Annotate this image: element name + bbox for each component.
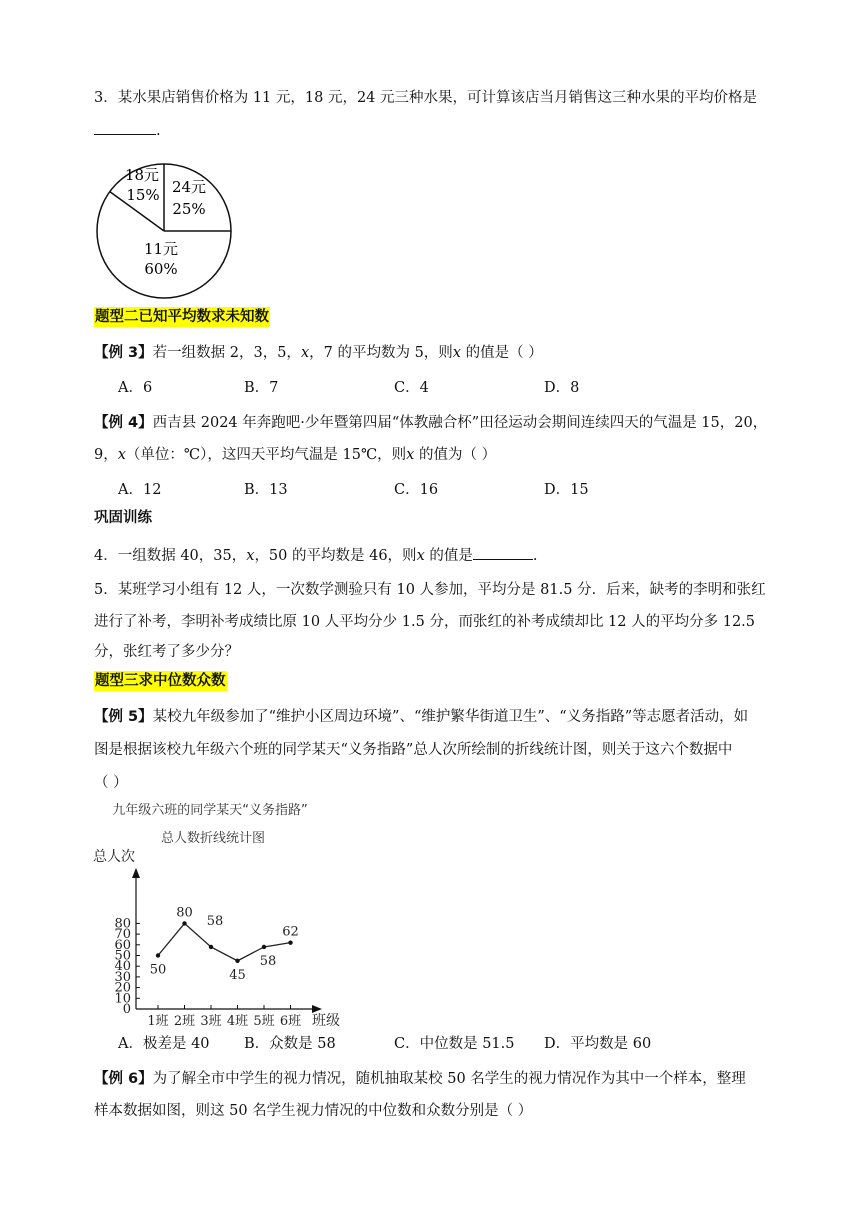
ex4-option-a: A．12: [118, 482, 162, 498]
ex6-line2: 样本数据如图，则这 50 名学生视力情况的中位数和众数分别是（ ）: [94, 1103, 533, 1119]
answer-blank: [473, 545, 533, 560]
x-tick-label: 4班: [226, 1014, 249, 1029]
ex5-line2: 图是根据该校九年级六个班的同学某天“义务指路”总人次所绘制的折线统计图，则关于这六个数据中: [94, 742, 733, 758]
section-title-2: 题型二已知平均数求未知数: [95, 309, 269, 325]
data-label: 80: [176, 905, 193, 921]
ex4-line1: 【例 4】西吉县 2024 年奔跑吧·少年暨第四届“体教融合杯”田径运动会期间连续四天的气温是 15，20，: [94, 415, 768, 431]
ex5-option-b: B．众数是 58: [244, 1036, 336, 1052]
ex5-option-a: A．极差是 40: [118, 1036, 210, 1052]
ex6-line1: 【例 6】为了解全市中学生的视力情况，随机抽取某校 50 名学生的视力情况作为其中一个样本，整理: [94, 1071, 746, 1087]
ex3-option-b: B．7: [244, 380, 279, 396]
ex4-line2: 9，x（单位：℃），这四天平均气温是 15℃，则x 的值为（ ）: [94, 447, 497, 463]
y-tick-label: 70: [114, 927, 131, 943]
y-tick-label: 30: [114, 969, 131, 985]
ex4-option-b: B．13: [244, 482, 288, 498]
y-tick-label: 50: [114, 948, 131, 964]
ex5-option-c: C．中位数是 51.5: [394, 1036, 515, 1052]
ex3-option-a: A．6: [118, 380, 153, 396]
y-tick-label: 80: [114, 916, 131, 932]
q3-answer-line: .: [94, 120, 161, 141]
pie-label-11: 11元: [143, 240, 179, 258]
x-tick-label: 2班: [173, 1014, 196, 1029]
ex5-line1: 【例 5】某校九年级参加了“维护小区周边环境”、“维护繁华街道卫生”、“义务指路”等志愿者活动，如: [94, 709, 749, 725]
y-axis-arrow: [132, 868, 140, 878]
data-point: [209, 945, 213, 949]
x-tick-label: 6班: [279, 1014, 302, 1029]
data-label: 50: [149, 962, 167, 978]
data-point: [288, 940, 292, 944]
x-tick-label: 3班: [200, 1014, 222, 1029]
q5-line2: 进行了补考，李明补考成绩比原 10 人平均分少 1.5 分，而张红的补考成绩却比 12 人的平均分多 12.5: [94, 614, 756, 630]
y-tick-label: 10: [114, 991, 131, 1007]
data-label: 62: [282, 924, 299, 940]
y-tick-label: 60: [114, 937, 131, 953]
practice-title: 巩固训练: [94, 510, 152, 526]
pie-pct-11: 60%: [144, 260, 178, 278]
ex3-option-c: C．4: [394, 380, 429, 396]
ex5-option-d: D．平均数是 60: [544, 1036, 652, 1052]
q5-line3: 分，张红考了多少分？: [94, 644, 239, 660]
pie-pct-24: 25%: [172, 200, 206, 218]
data-point: [235, 959, 239, 963]
chart-subtitle: 总人数折线统计图: [160, 831, 266, 846]
chart-title: 九年级六班的同学某天“义务指路”: [112, 803, 308, 818]
q5-line1: 5．某班学习小组有 12 人，一次数学测验只有 10 人参加，平均分是 81.5 分．后来，缺考的李明和张红: [94, 582, 766, 598]
chart-ylabel: 总人次: [93, 849, 135, 865]
data-point: [156, 953, 160, 957]
x-axis-arrow: [312, 1005, 322, 1013]
price-pie-chart: [94, 162, 234, 302]
pie-pct-18: 15%: [126, 186, 160, 204]
ex4-option-c: C．16: [394, 482, 439, 498]
data-label: 58: [206, 913, 224, 929]
ex4-option-d: D．15: [544, 482, 589, 498]
data-point: [182, 921, 186, 925]
y-tick-label: 0: [122, 1002, 131, 1017]
ex5-line3: （ ）: [94, 775, 128, 791]
x-tick-label: 5班: [253, 1014, 275, 1029]
x-tick-label: 1班: [147, 1014, 169, 1029]
ex3-option-d: D．8: [544, 380, 580, 396]
data-label: 58: [259, 953, 277, 969]
chart-xlabel: 班级: [312, 1013, 340, 1029]
pie-label-18: 18元: [124, 166, 160, 184]
section-title-3: 题型三求中位数众数: [95, 673, 226, 689]
data-label: 45: [229, 967, 246, 983]
answer-blank: [94, 120, 156, 135]
q4-text: 4．一组数据 40，35，x，50 的平均数是 46，则x 的值是 .: [94, 545, 537, 566]
ex3-stem: 【例 3】若一组数据 2，3，5，x，7 的平均数为 5，则x 的值是（ ）: [94, 345, 543, 361]
y-tick-label: 40: [114, 959, 131, 975]
q3-text: 3．某水果店销售价格为 11 元，18 元，24 元三种水果，可计算该店当月销售这三种水果的平均价格是: [94, 90, 758, 106]
data-point: [262, 945, 266, 949]
y-tick-label: 20: [114, 980, 131, 996]
line-chart: [90, 798, 360, 1030]
pie-label-24: 24元: [171, 178, 207, 196]
